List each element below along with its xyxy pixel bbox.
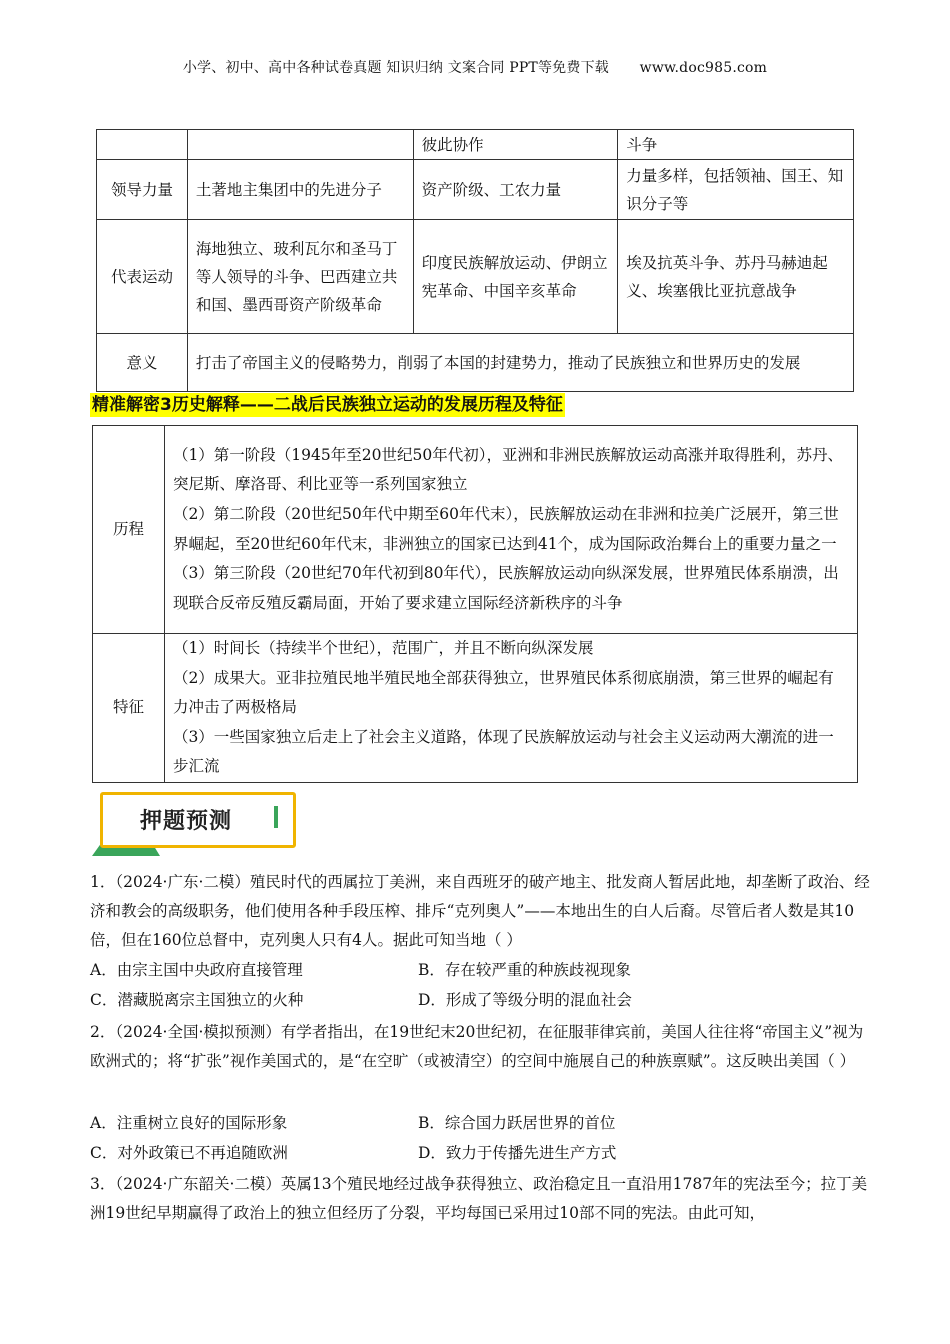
table-cell: 力量多样，包括领袖、国王、知识分子等 — [618, 160, 854, 220]
banner-accent — [274, 806, 278, 828]
row-label: 意义 — [97, 334, 188, 392]
table-cell: 资产阶级、工农力量 — [413, 160, 618, 220]
table-cell — [164, 634, 857, 783]
table-row — [97, 220, 854, 334]
option-1b[interactable]: B．存在较严重的种族歧视现象 — [418, 961, 631, 979]
section-title: 精准解密3历史解释——二战后民族独立运动的发展历程及特征 — [92, 395, 563, 415]
prediction-banner — [90, 790, 300, 858]
table-cell: 印度民族解放运动、伊朗立宪革命、中国辛亥革命 — [413, 220, 618, 334]
table-row — [93, 426, 858, 634]
option-1d[interactable]: D．形成了等级分明的混血社会 — [418, 991, 632, 1009]
option-1c[interactable]: C．潜藏脱离宗主国独立的火种 — [90, 991, 304, 1009]
option-2c[interactable]: C．对外政策已不再追随欧洲 — [90, 1144, 288, 1162]
table-row — [97, 334, 854, 392]
development-table — [92, 425, 858, 783]
table-cell: 斗争 — [618, 130, 854, 160]
option-2d[interactable]: D．致力于传播先进生产方式 — [418, 1144, 617, 1162]
row-label: 领导力量 — [97, 160, 188, 220]
header-url[interactable]: www.doc985.com — [639, 60, 768, 76]
page-header — [0, 57, 950, 77]
table-cell — [164, 426, 857, 634]
table-cell — [187, 130, 413, 160]
option-2a[interactable]: A．注重树立良好的国际形象 — [90, 1114, 288, 1132]
row-label: 代表运动 — [97, 220, 188, 334]
comparison-table — [96, 129, 854, 392]
table-row — [97, 160, 854, 220]
table-cell: 埃及抗英斗争、苏丹马赫迪起义、埃塞俄比亚抗意战争 — [618, 220, 854, 334]
list-item: （2）第二阶段（20世纪50年代中期至60年代末），民族解放运动在非洲和拉美广泛展开，第三世界崛起，至20世纪60年代末，非洲独立的国家已达到41个，成为国际政治舞台上的重要力量之一 — [172, 504, 839, 553]
option-2b[interactable]: B．综合国力跃居世界的首位 — [418, 1114, 616, 1132]
table-cell: 打击了帝国主义的侵略势力，削弱了本国的封建势力，推动了民族独立和世界历史的发展 — [187, 334, 853, 392]
header-tagline: 小学、初中、高中各种试卷真题 知识归纳 文案合同 PPT等免费下载 — [182, 60, 609, 76]
list-item: （1）时间长（持续半个世纪），范围广，并且不断向纵深发展 — [172, 639, 594, 657]
option-1a[interactable]: A．由宗主国中央政府直接管理 — [90, 961, 303, 979]
table-cell: 海地独立、玻利瓦尔和圣马丁等人领导的斗争、巴西建立共和国、墨西哥资产阶级革命 — [187, 220, 413, 334]
table-row — [97, 130, 854, 160]
question-2: 2．（2024·全国·模拟预测）有学者指出，在19世纪末20世纪初，在征服菲律宾前，美国人往往将“帝国主义”视为欧洲式的；将“扩张”视作美国式的，是“在空旷（或被清空）的空间中施展自己的种族禀赋”。这反映出美国（ ） — [90, 1023, 864, 1070]
table-cell: 彼此协作 — [413, 130, 618, 160]
list-item: （1）第一阶段（1945年至20世纪50年代初），亚洲和非洲民族解放运动高涨并取得胜利，苏丹、突尼斯、摩洛哥、利比亚等一系列国家独立 — [172, 445, 843, 494]
question-3: 3．（2024·广东韶关·二模）英属13个殖民地经过战争获得独立、政治稳定且一直沿用1787年的宪法至今；拉丁美洲19世纪早期赢得了政治上的独立但经历了分裂，平均每国已采用过10部不同的宪法。由此可知， — [90, 1175, 868, 1222]
list-item: （3）第三阶段（20世纪70年代初到80年代），民族解放运动向纵深发展，世界殖民体系崩溃，出现联合反帝反殖反霸局面，开始了要求建立国际经济新秩序的斗争 — [172, 564, 839, 612]
question-1: 1．（2024·广东·二模）殖民时代的西属拉丁美洲，来自西班牙的破产地主、批发商人暂居此地，却垄断了政治、经济和教会的高级职务，他们使用各种手段压榨、排斥“克列奥人”——本地出生的白人后裔。尽管后者人数是其10倍，但在160位总督中，克列奥人只有4人。据此可知当地（ ） — [90, 873, 870, 949]
row-label: 特征 — [93, 634, 165, 783]
list-item: （3）一些国家独立后走上了社会主义道路，体现了民族解放运动与社会主义运动两大潮流的进一步汇流 — [172, 727, 834, 776]
table-cell: 土著地主集团中的先进分子 — [187, 160, 413, 220]
row-label: 历程 — [93, 426, 165, 634]
list-item: （2）成果大。亚非拉殖民地半殖民地全部获得独立，世界殖民体系彻底崩溃，第三世界的崛起有力冲击了两极格局 — [172, 668, 834, 717]
table-cell — [97, 130, 188, 160]
table-row — [93, 634, 858, 783]
banner-title: 押题预测 — [140, 809, 233, 834]
